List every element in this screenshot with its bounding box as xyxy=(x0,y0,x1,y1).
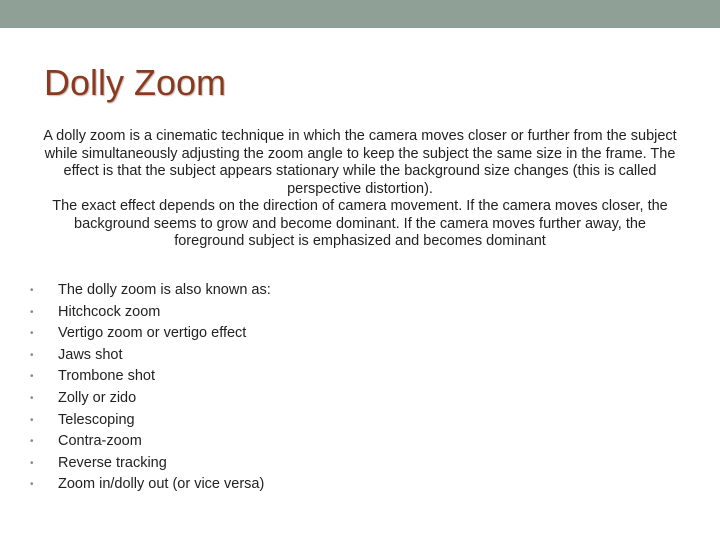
bullet-icon: • xyxy=(30,414,34,426)
bullet-icon: • xyxy=(30,392,34,404)
bullet-icon: • xyxy=(30,479,34,491)
bullet-icon: • xyxy=(30,436,34,448)
list-item-text: Trombone shot xyxy=(58,368,155,385)
list-item-text: Reverse tracking xyxy=(58,454,167,471)
header-bar xyxy=(0,0,720,28)
list-item xyxy=(30,453,271,475)
bullet-icon: • xyxy=(30,306,34,318)
list-item-text: Jaws shot xyxy=(58,346,123,363)
bullet-icon: • xyxy=(30,371,34,383)
slide-title: Dolly Zoom xyxy=(44,62,227,103)
bullet-icon: • xyxy=(30,457,34,469)
list-item-text: Vertigo zoom or vertigo effect xyxy=(58,325,247,342)
list-item-text: Contra-zoom xyxy=(58,433,142,450)
list-item xyxy=(30,388,271,410)
description-paragraph: The exact effect depends on the direction of camera movement. If the camera moves closer, the background seems to grow and become dominant. If the camera moves further away, the foreground subject is emphasized and becomes dominant xyxy=(52,198,668,249)
list-item-text: The dolly zoom is also known as: xyxy=(58,282,271,298)
description-paragraph: A dolly zoom is a cinematic technique in which the camera moves closer or further from the subject while simultaneously adjusting the zoom angle to keep the subject the same size in the frame. The effect is that the subject appears stationary while the background size changes (this is called perspective distortion). xyxy=(43,128,677,197)
list-item xyxy=(30,323,271,345)
bullet-icon: • xyxy=(30,285,34,296)
list-item xyxy=(30,345,271,367)
list-item-text: Zoom in/dolly out (or vice versa) xyxy=(58,476,265,493)
bullet-icon: • xyxy=(30,349,34,361)
alias-list xyxy=(30,280,271,496)
list-item xyxy=(30,474,271,496)
description-block xyxy=(40,128,680,251)
list-item-text: Telescoping xyxy=(58,411,135,428)
list-item-text: Hitchcock zoom xyxy=(58,303,161,320)
list-item xyxy=(30,302,271,324)
list-item xyxy=(30,431,271,453)
list-item xyxy=(30,410,271,432)
list-item xyxy=(30,366,271,388)
list-item xyxy=(30,280,271,302)
list-item-text: Zolly or zido xyxy=(58,389,137,406)
bullet-icon: • xyxy=(30,328,34,340)
